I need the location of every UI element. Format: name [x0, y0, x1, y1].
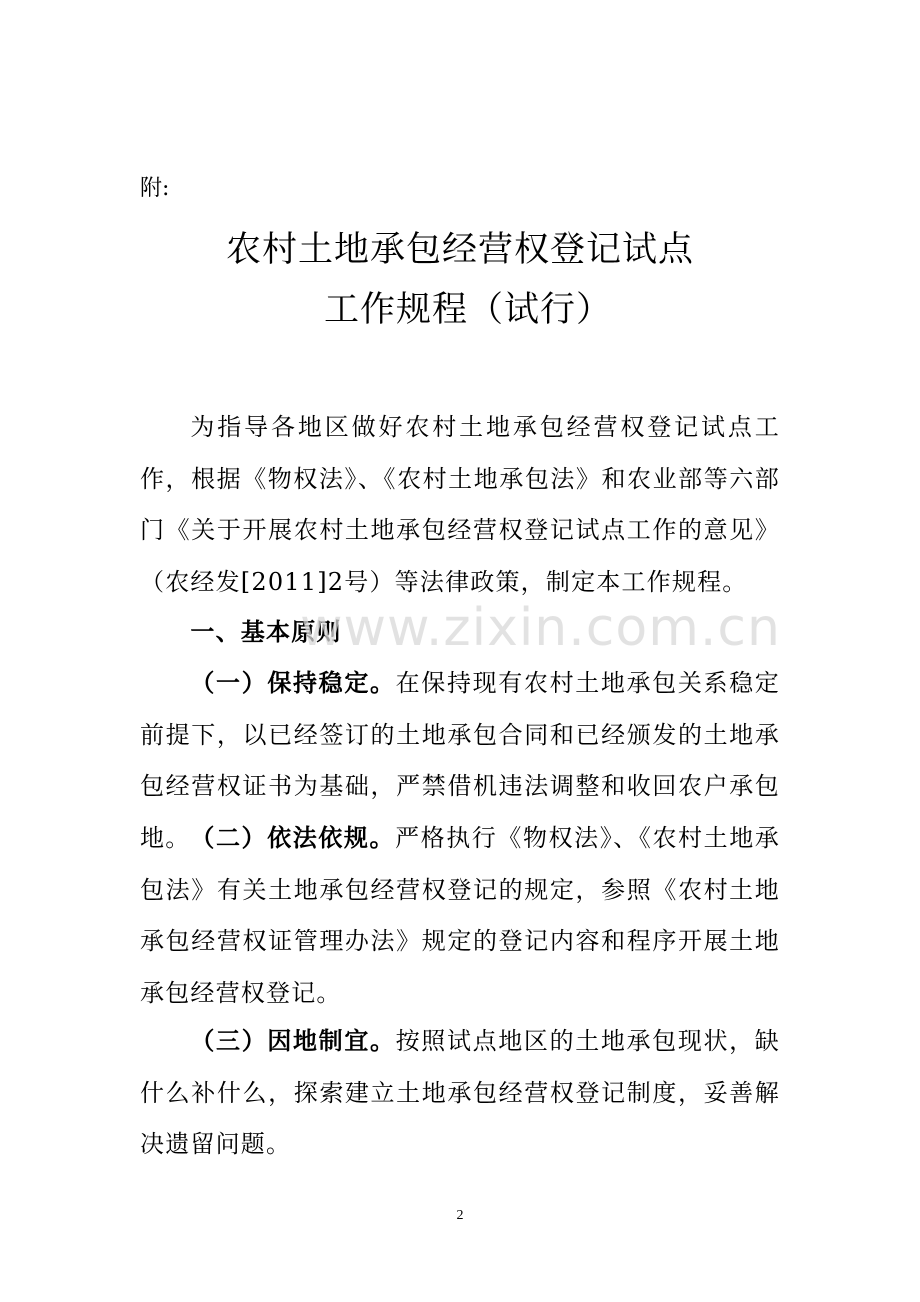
section-heading-basic-principles: 一、基本原则: [190, 618, 342, 646]
intro-paragraph: 为指导各地区做好农村土地承包经营权登记试点工作，根据《物权法》、《农村土地承包法》和农业部等六部门《关于开展农村土地承包经营权登记试点工作的意见》（农经发[2011]2号）等法律政策，制定本工作规程。: [140, 413, 780, 596]
principle-item-3: [140, 1016, 780, 1171]
principle-item-2: [140, 813, 780, 1019]
principle-lead-1: （一）保持稳定。: [190, 669, 396, 697]
document-title-line-2: 工作规程（试行）: [323, 290, 612, 330]
page-number: 2: [456, 1208, 464, 1223]
section-heading-block: [140, 607, 780, 659]
intro-paragraph-block: [140, 402, 780, 608]
principle-lead-2: （二）依法依规。: [190, 824, 396, 852]
document-title-line-1: 农村土地承包经营权登记试点: [225, 230, 694, 270]
watermark: www.zixin.com.cn: [300, 598, 781, 658]
principle-lead-3: （三）因地制宜。: [190, 1027, 396, 1055]
principle-text-1: 在保持现有农村土地承包关系稳定前提下，以已经签订的土地承包合同和已经颁发的土地承包经营权证书为基础，严禁借机违法调整和收回农户承包地。: [140, 669, 781, 852]
principle-text-2: 严格执行《物权法》、《农村土地承包法》有关土地承包经营权登记的规定，参照《农村土地承包经营权证管理办法》规定的登记内容和程序开展土地承包经营权登记。: [140, 824, 780, 1007]
principle-text-3: 按照试点地区的土地承包现状，缺什么补什么，探索建立土地承包经营权登记制度，妥善解决遗留问题。: [140, 1027, 781, 1159]
annex-label: 附:: [140, 176, 170, 201]
